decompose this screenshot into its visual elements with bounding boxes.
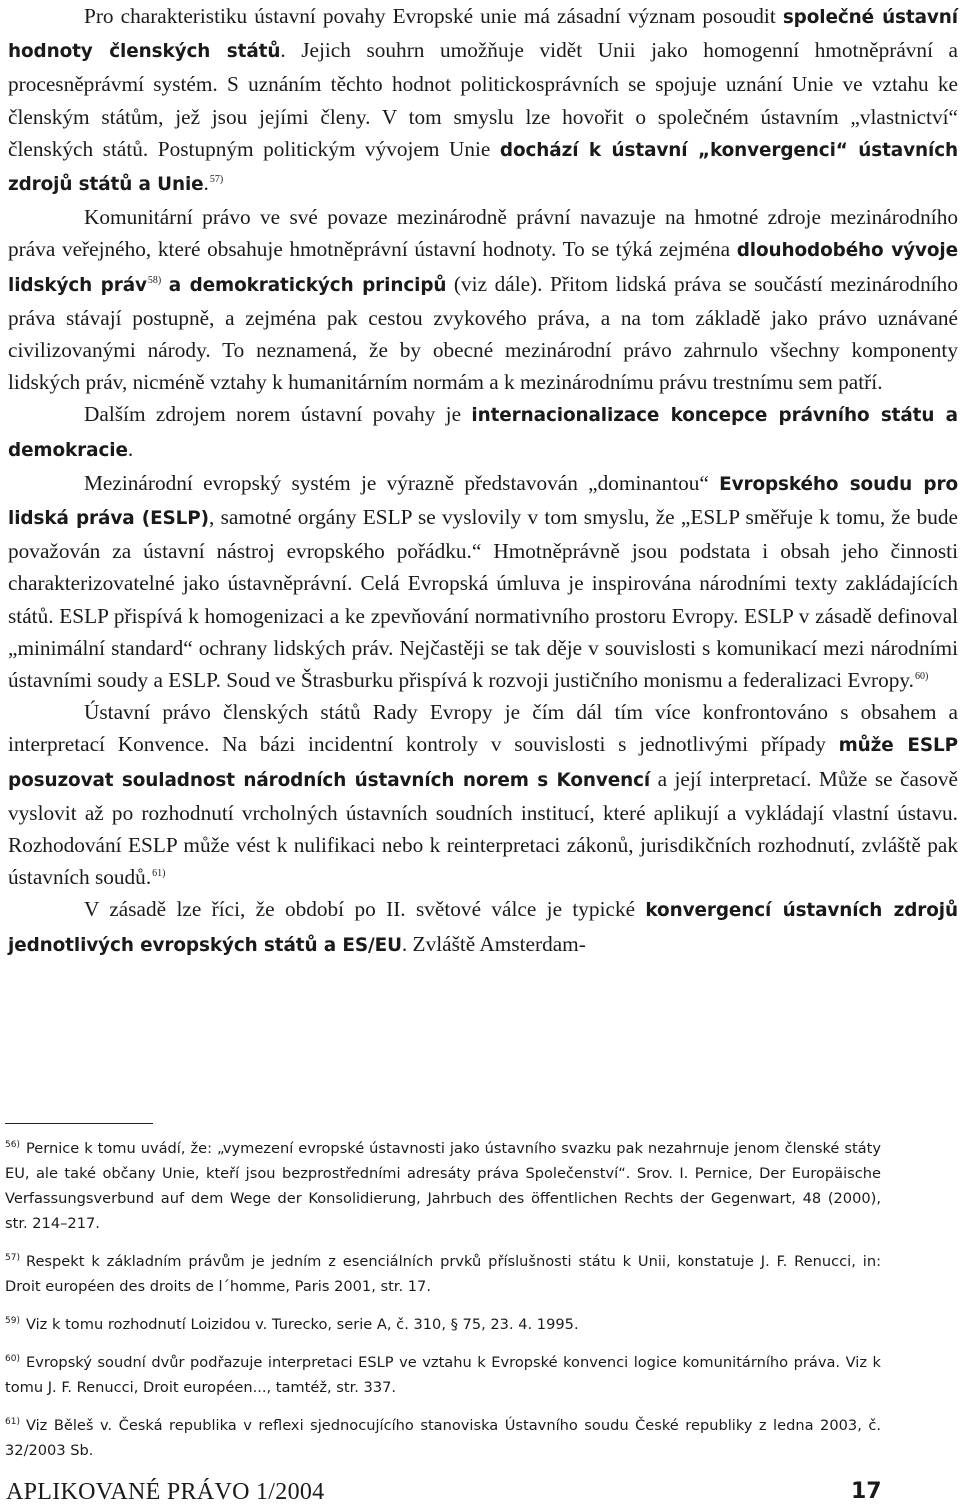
body-text: Dalším zdrojem norem ústavní povahy je xyxy=(84,402,472,427)
footnote-text: Viz k tomu rozhodnutí Loizidou v. Turecko, serie A, č. 310, § 75, 23. 4. 1995. xyxy=(25,1316,579,1333)
body-text: a její interpretací. Může se časově vyslovit až po rozhodnutí vrcholných ústavních soudních institucí, které aplikují a vykládají vlastní ústavu. Rozhodování ESLP může vést k nulifikaci nebo k reinterpretaci zákonů, jurisdikčních rozhodnutí, zvláště pak ústavních soudů. xyxy=(8,766,958,890)
footnote-reference: 60) xyxy=(914,670,929,682)
body-paragraph xyxy=(8,696,958,893)
footnote-number: 61) xyxy=(5,1417,20,1428)
footnote-number: 60) xyxy=(5,1354,20,1365)
page-number: 17 xyxy=(851,1479,882,1504)
body-text: . Jejich souhrn umožňuje vidět Unii jako homogenní hmotněprávní a procesněprávmí systém. S uznáním těchto hodnot politickosprávních se spojuje uznání Unie ve vztahu ke členským státům, jež jsou jejími členy. V tom smyslu lze hovořit o společném ústavním „vlastnictví“ členských států. Postupným politickým vývojem Unie xyxy=(8,38,958,161)
bold-emphasis: dochází k ústavní „konvergenci“ ústavních zdrojů států a Unie xyxy=(8,139,958,196)
bold-emphasis: konvergencí ústavních zdrojů jednotlivých evropských států a ES/EU xyxy=(8,900,959,956)
footnote-text: Evropský soudní dvůr podřazuje interpretaci ESLP ve vztahu k Evropské konvenci logice komunitárního práva. Viz k tomu J. F. Renucci, Droit européen..., tamtéž, str. 337. xyxy=(5,1354,881,1396)
footnotes-section xyxy=(5,1136,881,1476)
body-paragraph xyxy=(8,467,958,696)
bold-emphasis: a demokratických principů xyxy=(168,274,447,296)
footnote-number: 59) xyxy=(5,1316,20,1327)
body-text: V zásadě lze říci, že období po II. světové válce je typické xyxy=(84,897,646,922)
bold-emphasis: společné ústavní hodnoty členských států xyxy=(8,7,958,63)
body-text: Mezinárodní evropský systém je výrazně představován „dominantou“ xyxy=(84,470,720,495)
footnote-reference: 57) xyxy=(209,173,224,185)
body-text: . xyxy=(203,171,209,196)
footnote xyxy=(5,1249,881,1299)
footnote-number: 57) xyxy=(5,1253,20,1264)
body-text: , samotné orgány ESLP se vyslovily v tom smyslu, že „ESLP směřuje k tomu, že bude považován za ústavní nástroj evropského pořádku.“ Hmotněprávně jsou podstata i obsah jeho činnosti charakterizovatelné jako ústavněprávní. Celá Evropská úmluva je inspirována národními texty zakládajících států. ESLP přispívá k homogenizaci a ke zpevňování normativního prostoru Evropy. ESLP v zásadě definoval „minimální standard“ ochrany lidských práv. Nejčastěji se tak děje v souvislosti s komunikací mezi národními ústavními soudy a ESLP. Soud ve Štrasburku přispívá k rozvoji justičního monismu a federalizaci Evropy. xyxy=(8,505,958,693)
journal-title: APLIKOVANÉ PRÁVO 1/2004 xyxy=(6,1479,325,1505)
bold-emphasis: Evropského soudu pro lidská práva (ESLP) xyxy=(8,473,958,530)
body-text: Komunitární právo ve své povaze mezinárodně právní navazuje na hmotné zdroje mezinárodního práva veřejného, které obsahuje hmotněprávní ústavní hodnoty. To se týká zejména xyxy=(8,205,958,262)
footnote xyxy=(5,1350,881,1400)
footnote-text: Viz Běleš v. Česká republika v reflexi sjednocujícího stanoviska Ústavního soudu České republiky z ledna 2003, č. 32/2003 Sb. xyxy=(5,1417,881,1459)
body-text: Ústavní právo členských států Rady Evropy je čím dál tím více konfrontováno s obsahem a interpretací Konvence. Na bázi incidentní kontroly v souvislosti s jednotlivými případy xyxy=(8,700,958,757)
body-text: . xyxy=(127,436,134,461)
bold-emphasis: internacionalizace koncepce právního státu a demokracie xyxy=(8,405,958,461)
body-paragraph xyxy=(8,893,958,961)
main-text-body xyxy=(8,0,958,962)
footnote-number: 56) xyxy=(5,1140,20,1151)
footnote-text: Pernice k tomu uvádí, že: „vymezení evropské ústavnosti jako ústavního svazku pak nezahrnuje jenom členské státy EU, ale také občany Unie, kteří jsou bezprostředními adresáty práva Společenství“. Srov. I. Pernice, Der Europäische Verfassungsverbund auf dem Wege der Konsolidierung, Jahrbuch des öffentlichen Rechts der Gegenwart, 48 (2000), str. 214–217. xyxy=(5,1140,881,1232)
footnote xyxy=(5,1136,881,1236)
footnote-text: Respekt k základním právům je jedním z esenciálních prvků příslušnosti státu k Unii, konstatuje J. F. Renucci, in: Droit européen des droits de l´homme, Paris 2001, str. 17. xyxy=(5,1253,881,1295)
footnote xyxy=(5,1413,881,1463)
footnote-separator xyxy=(5,1123,153,1124)
bold-emphasis: může ESLP posuzovat souladnost národních ústavních norem s Konvencí xyxy=(8,735,958,791)
body-paragraph xyxy=(8,0,958,201)
body-text: (viz dále). Přitom lidská práva se součástí mezinárodního práva stávají postupně, a zejména pak cestou zvykového práva, a na tom základě jako právo uznávané civilizovanými národy. To neznamená, že by obecné mezinárodní právo zahrnulo všechny komponenty lidských práv, nicméně vztahy k humanitárním normám a k mezinárodnímu právu trestnímu sem patří. xyxy=(8,271,958,395)
body-paragraph xyxy=(8,201,958,398)
body-text: Pro charakteristiku ústavní povahy Evropské unie má zásadní význam posoudit xyxy=(84,4,783,28)
body-text: . Zvláště Amsterdam- xyxy=(401,931,586,956)
body-text xyxy=(161,272,169,296)
bold-emphasis: dlouhodobého vývoje lidských práv xyxy=(8,240,958,296)
footnote xyxy=(5,1312,881,1337)
footnote-reference: 58) xyxy=(147,274,162,286)
body-paragraph xyxy=(8,398,958,466)
footnote-reference: 61) xyxy=(152,868,166,880)
